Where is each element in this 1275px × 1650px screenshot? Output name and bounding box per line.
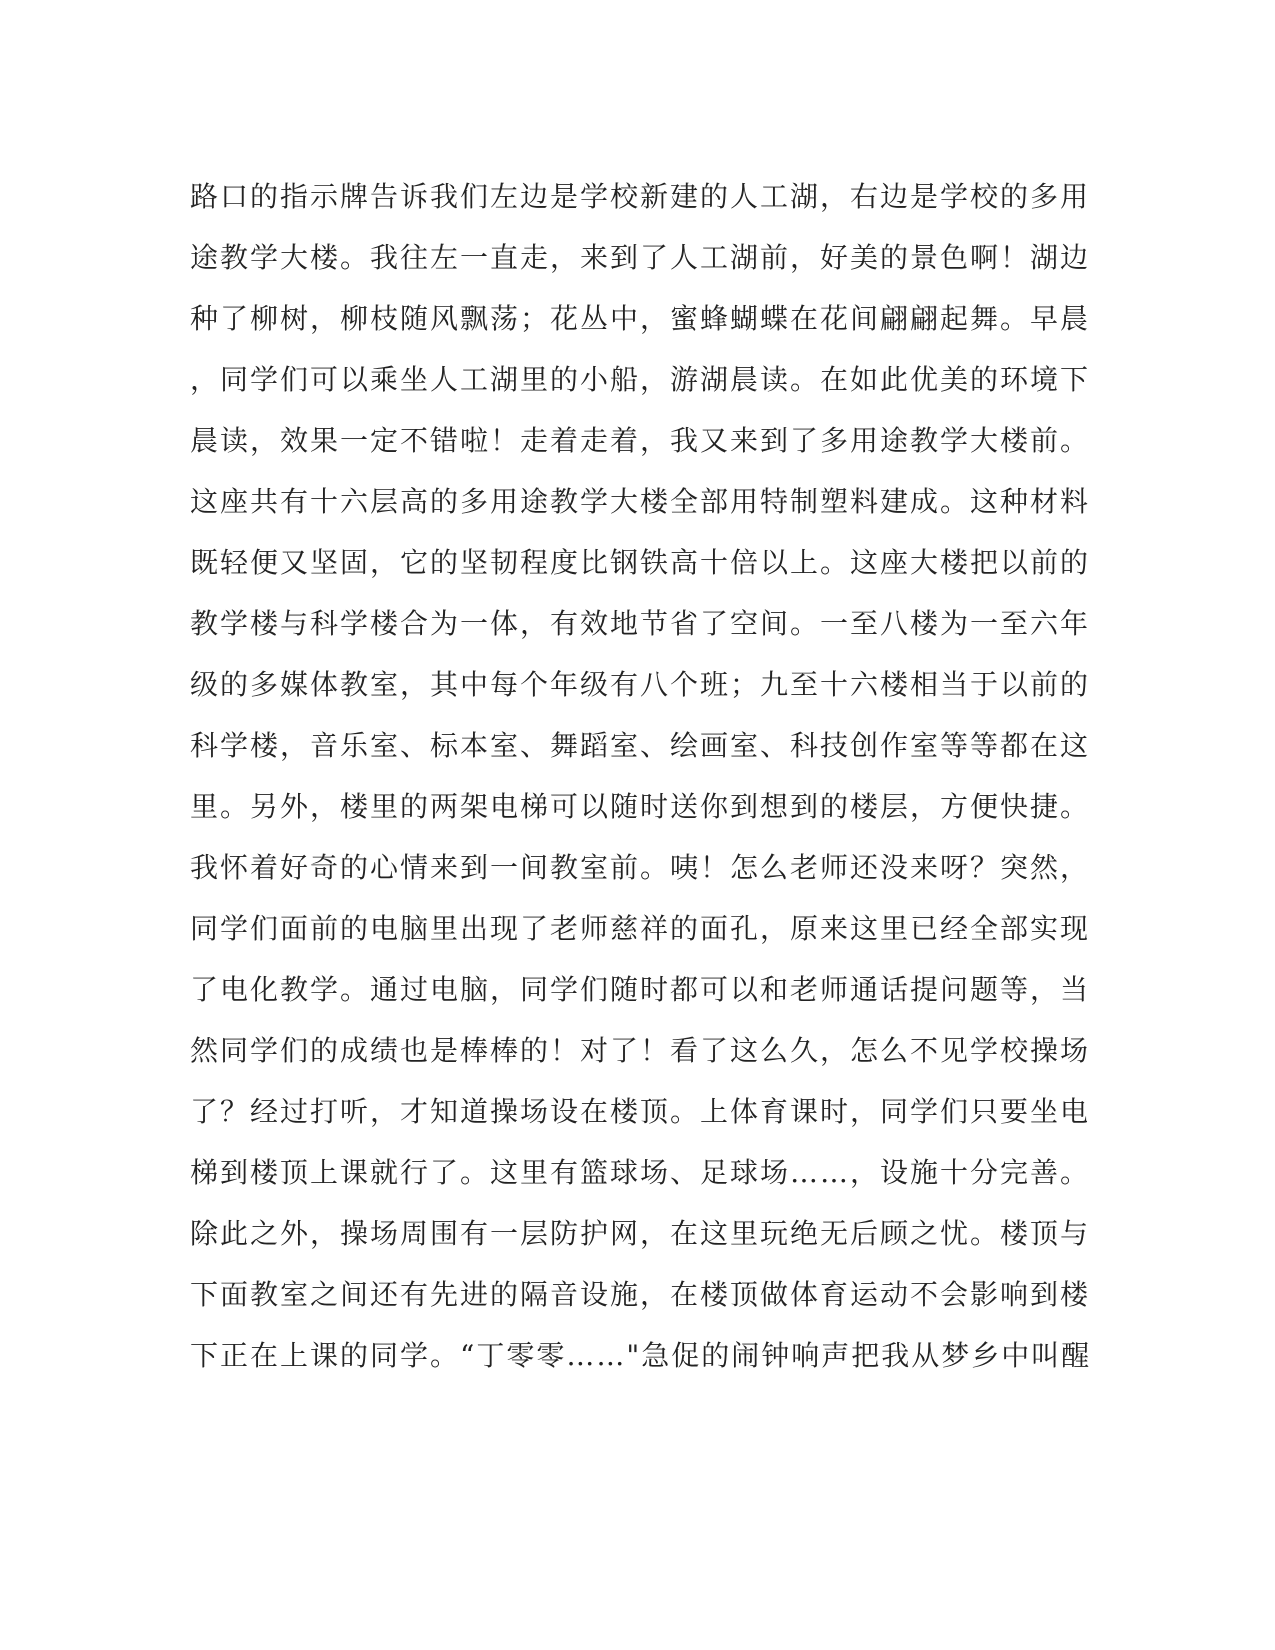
text-line: 种了柳树，柳枝随风飘荡；花丛中，蜜蜂蝴蝶在花间翩翩起舞。早晨 [190, 302, 1091, 335]
text-line: 级的多媒体教室，其中每个年级有八个班；九至十六楼相当于以前的 [190, 668, 1091, 701]
text-line: 里。另外，楼里的两架电梯可以随时送你到想到的楼层，方便快捷。 [190, 790, 1091, 823]
text-line: 梯到楼顶上课就行了。这里有篮球场、足球场……，设施十分完善。 [190, 1156, 1091, 1189]
text-line: 了电化教学。通过电脑，同学们随时都可以和老师通话提问题等，当 [190, 973, 1091, 1006]
text-line: 下正在上课的同学。“丁零零……"急促的闹钟响声把我从梦乡中叫醒 [190, 1339, 1092, 1372]
body-text [190, 166, 1090, 1386]
text-line: 下面教室之间还有先进的隔音设施，在楼顶做体育运动不会影响到楼 [190, 1278, 1091, 1311]
text-line: 我怀着好奇的心情来到一间教室前。咦！怎么老师还没来呀？突然， [190, 851, 1091, 884]
text-line: 同学们面前的电脑里出现了老师慈祥的面孔，原来这里已经全部实现 [190, 912, 1091, 945]
text-line: 这座共有十六层高的多用途教学大楼全部用特制塑料建成。这种材料 [190, 485, 1091, 518]
text-line: 晨读，效果一定不错啦！走着走着，我又来到了多用途教学大楼前。 [190, 424, 1091, 457]
text-line: ，同学们可以乘坐人工湖里的小船，游湖晨读。在如此优美的环境下 [190, 363, 1091, 396]
text-line: 除此之外，操场周围有一层防护网，在这里玩绝无后顾之忧。楼顶与 [190, 1217, 1091, 1250]
text-line: 然同学们的成绩也是棒棒的！对了！看了这么久，怎么不见学校操场 [190, 1034, 1091, 1067]
text-line: 途教学大楼。我往左一直走，来到了人工湖前，好美的景色啊！湖边 [190, 241, 1091, 274]
text-line: 路口的指示牌告诉我们左边是学校新建的人工湖，右边是学校的多用 [190, 180, 1091, 213]
text-line: 科学楼，音乐室、标本室、舞蹈室、绘画室、科技创作室等等都在这 [190, 729, 1091, 762]
text-line: 既轻便又坚固，它的坚韧程度比钢铁高十倍以上。这座大楼把以前的 [190, 546, 1091, 579]
text-line: 了？经过打听，才知道操场设在楼顶。上体育课时，同学们只要坐电 [190, 1095, 1091, 1128]
text-line: 教学楼与科学楼合为一体，有效地节省了空间。一至八楼为一至六年 [190, 607, 1091, 640]
